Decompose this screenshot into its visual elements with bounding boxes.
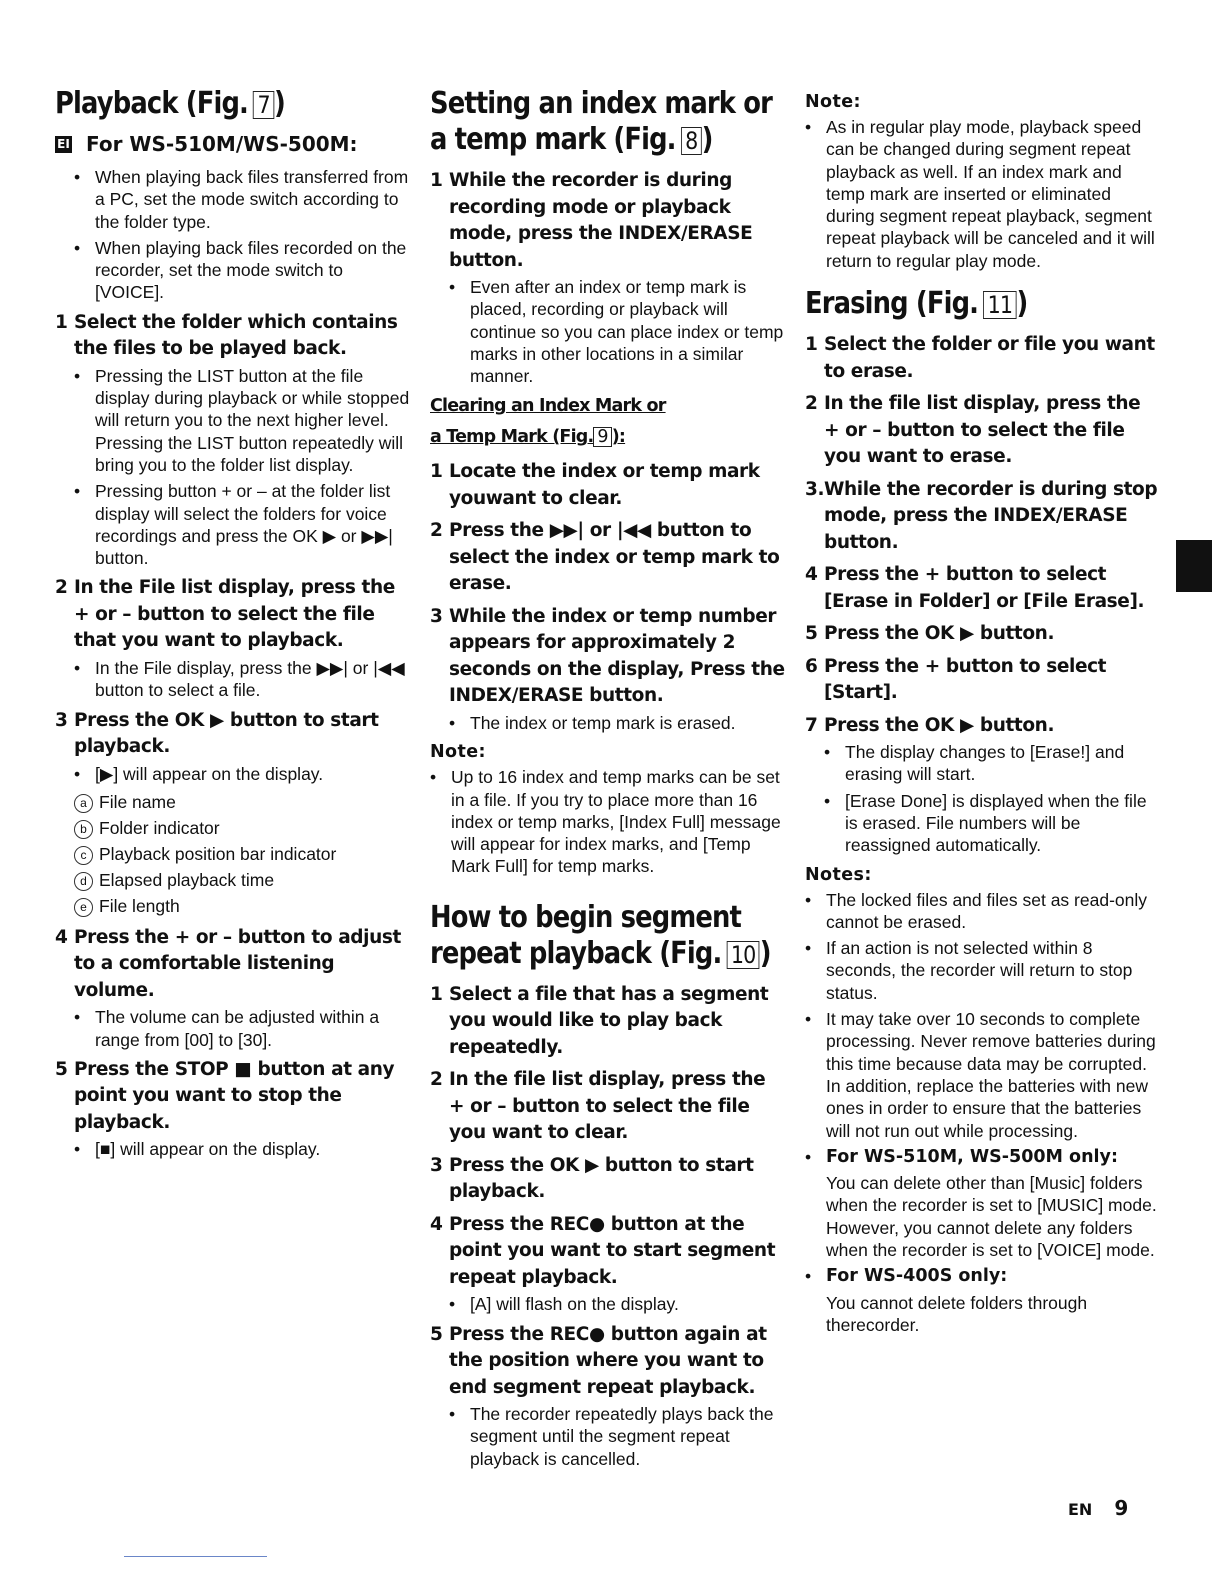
figure-ref: 11 [983, 291, 1016, 319]
heading-text: Playback (Fig. [55, 86, 248, 121]
bullet-dot: • [805, 1266, 812, 1287]
step-text: Press the ▶▶| or |◀◀ button to select the index or temp mark to erase. [449, 520, 780, 595]
bullet-dot: • [74, 167, 81, 187]
bullet-dot: • [74, 1007, 81, 1028]
bullet-item [805, 937, 1160, 1004]
step-item [805, 713, 1160, 740]
step-number: 5 [55, 1058, 68, 1080]
step-text: While the recorder is during recording mode or playback mode, press the INDEX/ERASE button. [449, 170, 753, 271]
bullet-item [805, 116, 1160, 272]
bullet-text: As in regular play mode, playback speed can be changed during segment repeat playback as well. If an index mark and temp mark are inserted or eliminated during segment repeat playback, segment repeat playback will be canceled and it will return to regular play mode. [826, 117, 1155, 271]
bullet-text: The index or temp mark is erased. [470, 712, 736, 733]
notes-bullets [805, 889, 1160, 1142]
bullet-item [449, 1293, 785, 1315]
step-number: 2 [55, 577, 68, 599]
step-text: While the recorder is during stop mode, press the INDEX/ERASE button. [824, 478, 1158, 553]
bullet-text: Pressing the LIST button at the file display during playback or while stopped will return you to the next higher level. Pressing the LIST button repeatedly will bring you to the folder list display. [95, 365, 410, 475]
model-badge-icon: EI [55, 136, 72, 153]
bullet-item [430, 766, 785, 877]
step-number: 2 [805, 393, 818, 415]
model-note-1-label: For WS-510M, WS-500M only: [826, 1146, 1118, 1167]
step-text: Select the folder or file you want to erase. [824, 334, 1155, 382]
step-item [55, 310, 410, 363]
step-item [805, 332, 1160, 385]
step-number: 3 [430, 605, 443, 627]
note-bullets [430, 766, 785, 877]
bullet-text: If an action is not selected within 8 seconds, the recorder will return to stop status. [826, 938, 1133, 1003]
index-mark-section [430, 80, 785, 1474]
bullet-item [74, 1006, 410, 1051]
callout-letter: b [74, 820, 93, 839]
step-text: Select the folder which contains the files to be played back. [74, 311, 398, 360]
bullet-text: It may take over 10 seconds to complete processing. Never remove batteries during this time because data may be corrupted. In addition, replace the batteries with new ones in order to ensure that the batteries will not run out while processing. [826, 1009, 1156, 1141]
model-note-2-text: You cannot delete folders through therecorder. [826, 1292, 1088, 1335]
bullet-dot: • [805, 889, 812, 910]
intro-bullets [55, 166, 410, 304]
bullet-item [824, 790, 1160, 857]
bullet-dot: • [805, 1146, 812, 1167]
bullet-dot: • [74, 237, 81, 258]
step-text: Press the OK ▶ button to start playback. [449, 1154, 754, 1203]
playback-heading [55, 86, 360, 122]
heading-close: ) [1016, 286, 1028, 322]
step-text: Press the + or – button to adjust to a comfortable listening volume. [74, 926, 401, 1001]
bullet-dot: • [824, 742, 831, 763]
segment-heading-2 [430, 935, 771, 972]
bullet-text: [■] will appear on the display. [95, 1139, 321, 1160]
callout-text: Playback position bar indicator [99, 843, 337, 864]
subheading-close: ): [611, 427, 626, 448]
model-note-1-text: You can delete other than [Music] folders when the recorder is set to [MUSIC] mode. However, you cannot delete any folders when the recorder is set to [VOICE] mode. [826, 1173, 1157, 1261]
bullet-item [449, 712, 785, 734]
page-footer [1068, 1496, 1128, 1520]
callout-item [74, 841, 410, 867]
callout-item [74, 893, 410, 919]
step-number: 5 [430, 1323, 443, 1345]
bullet-text: The recorder repeatedly plays back the segment until the segment repeat playback is cancelled. [470, 1404, 774, 1469]
step-number: 1 [55, 311, 68, 333]
bullet-dot: • [449, 1404, 456, 1425]
step-text: Press the OK ▶ button. [824, 714, 1055, 736]
bullet-dot: • [805, 1009, 812, 1030]
step-item [805, 477, 1160, 557]
bullet-dot: • [430, 767, 437, 788]
step-number: 1 [430, 983, 443, 1005]
index-mark-heading-1: Setting an index mark or [430, 86, 772, 121]
heading-close: ) [274, 86, 285, 121]
step-item [805, 654, 1160, 707]
bullet-text: When playing back files recorded on the recorder, set the mode switch to [VOICE]. [95, 237, 407, 303]
model-note-2 [805, 1265, 1160, 1287]
bullet-text: [A] will flash on the display. [470, 1294, 679, 1315]
step-item [805, 391, 1160, 471]
bullet-text: Up to 16 index and temp marks can be set in a file. If you try to place more than 16 index or temp marks, [Index Full] message will appear for index marks, and [Temp Mark Full] for temp marks. [451, 767, 781, 877]
bullet-text: Even after an index or temp mark is placed, recording or playback will continue so you can place index or temp marks in other locations in a similar manner. [470, 277, 784, 387]
model-note-1 [805, 1146, 1160, 1168]
callout-text: Folder indicator [99, 817, 220, 838]
step-number: 2 [430, 520, 443, 542]
step-text: While the index or temp number appears for approximately 2 seconds on the display, Press the INDEX/ERASE button. [449, 605, 785, 707]
model-heading [55, 132, 410, 156]
bullet-dot: • [74, 763, 81, 784]
page-number: 9 [1114, 1496, 1129, 1520]
bullet-dot: • [824, 790, 831, 811]
step-number: 3. [805, 478, 825, 500]
step-text: Press the OK ▶ button to start playback. [74, 709, 379, 758]
figure-ref: 8 [681, 127, 702, 155]
callout-letter: e [74, 898, 93, 917]
step-item [805, 562, 1160, 615]
step-text: Press the OK ▶ button. [824, 623, 1055, 645]
bullet-item [74, 657, 410, 702]
section-tab-marker [1176, 540, 1212, 592]
step-number: 3 [430, 1154, 443, 1176]
bullet-dot: • [805, 938, 812, 959]
step-item [55, 575, 410, 655]
callout-item [74, 815, 410, 841]
note-label: Note: [430, 742, 486, 763]
step-item [430, 168, 785, 274]
bullet-text: The locked files and files set as read-only cannot be erased. [826, 889, 1147, 932]
step-text: Press the + button to select [Start]. [824, 655, 1107, 704]
bullet-text: [▶] will appear on the display. [95, 763, 324, 784]
step-number: 1 [805, 334, 818, 356]
bullet-text: In the File display, press the ▶▶| or |◀◀ button to select a file. [95, 657, 405, 701]
bullet-text: The display changes to [Erase!] and erasing will start. [845, 742, 1125, 785]
step-text: In the file list display, press the + or – button to select the file you want to clear. [449, 1069, 766, 1144]
index-mark-steps [430, 168, 785, 387]
bullet-dot: • [74, 1139, 81, 1160]
figure-ref: 7 [253, 91, 274, 119]
notes-label: Notes: [805, 864, 872, 885]
callout-letter: c [74, 846, 93, 865]
bullet-text: [Erase Done] is displayed when the file is erased. File numbers will be reassigned automatically. [845, 790, 1147, 856]
step-item [55, 708, 410, 761]
bullet-item [74, 237, 410, 304]
callout-text: File length [99, 895, 180, 916]
step-item [430, 1212, 785, 1292]
step-item [430, 982, 785, 1062]
callout-letter: d [74, 872, 93, 891]
bullet-dot: • [449, 1294, 456, 1315]
clearing-subheading-1: Clearing an Index Mark or [430, 396, 666, 417]
bullet-item [74, 166, 410, 233]
heading-text: repeat playback (Fig. [430, 935, 722, 971]
step-item [430, 518, 785, 598]
bullet-dot: • [74, 481, 81, 502]
step-number: 4 [430, 1213, 443, 1235]
heading-text: a temp mark (Fig. [430, 122, 676, 157]
step-text: Press the REC● button again at the position where you want to end segment repeat playback. [449, 1323, 767, 1398]
callout-text: File name [99, 791, 176, 812]
step-number: 1 [430, 461, 443, 483]
bullet-item [805, 889, 1160, 934]
erasing-steps [805, 332, 1160, 856]
segment-steps [430, 982, 785, 1470]
step-text: Press the STOP ■ button at any point you want to stop the playback. [74, 1058, 395, 1133]
heading-text: Erasing (Fig. [805, 286, 979, 322]
step-text: Press the + button to select [Erase in Folder] or [File Erase]. [824, 564, 1145, 612]
index-mark-heading-2 [430, 122, 735, 158]
clearing-steps [430, 459, 785, 734]
note-label: Note: [805, 92, 861, 112]
subheading-text: a Temp Mark (Fig. [430, 427, 594, 448]
bullet-item [449, 276, 785, 387]
callout-item [74, 789, 410, 815]
divider-line [124, 1556, 267, 1557]
bullet-text: Pressing button + or – at the folder list display will select the folders for voice recordings and press the OK ▶ or ▶▶| button. [95, 481, 393, 569]
figure-ref: 10 [727, 941, 760, 969]
step-text: Locate the index or temp mark youwant to clear. [449, 461, 760, 509]
playback-section [55, 80, 410, 1165]
step-text: In the File list display, press the + or – button to select the file that you want to playback. [74, 577, 395, 652]
bullet-item [824, 741, 1160, 786]
model-note-2-label: For WS-400S only: [826, 1266, 1008, 1287]
bullet-item [74, 1138, 410, 1160]
model-heading-text: For WS-510M/WS-500M: [86, 132, 358, 156]
callout-item [74, 867, 410, 893]
step-number: 6 [805, 655, 818, 677]
step-item [430, 459, 785, 512]
language-code: EN [1068, 1500, 1093, 1519]
bullet-dot: • [74, 657, 81, 678]
clearing-subheading-2 [430, 422, 785, 453]
step-item [55, 1057, 410, 1137]
bullet-item [805, 1008, 1160, 1142]
bullet-dot: • [449, 712, 456, 733]
step-number: 4 [805, 564, 818, 586]
callout-letter: a [74, 794, 93, 813]
erasing-heading [805, 286, 1110, 322]
step-item [430, 604, 785, 710]
step-item [430, 1067, 785, 1147]
step-number: 7 [805, 714, 818, 736]
bullet-dot: • [74, 365, 81, 386]
playback-steps [55, 310, 410, 1161]
step-text: Select a file that has a segment you would like to play back repeatedly. [449, 983, 769, 1058]
step-number: 2 [430, 1069, 443, 1091]
heading-close: ) [701, 122, 713, 157]
step-text: Press the REC● button at the point you want to start segment repeat playback. [449, 1213, 776, 1288]
note-bullets [805, 116, 1160, 272]
bullet-text: When playing back files transferred from a PC, set the mode switch according to the folder type. [95, 167, 409, 232]
step-item [430, 1322, 785, 1402]
bullet-text: The volume can be adjusted within a range from [00] to [30]. [95, 1007, 380, 1050]
heading-close: ) [759, 935, 771, 971]
step-item [430, 1153, 785, 1206]
bullet-dot: • [805, 117, 812, 137]
step-item [805, 621, 1160, 648]
step-item [55, 925, 410, 1005]
step-number: 5 [805, 623, 818, 645]
erasing-section [805, 84, 1160, 1340]
callout-text: Elapsed playback time [99, 869, 275, 890]
figure-ref: 9 [593, 427, 611, 447]
step-text: In the file list display, press the + or – button to select the file you want to erase. [824, 393, 1141, 468]
bullet-item [74, 763, 410, 785]
bullet-item [74, 365, 410, 476]
segment-heading-1: How to begin segment [430, 899, 742, 935]
step-number: 1 [430, 170, 443, 191]
bullet-item [74, 480, 410, 569]
step-number: 4 [55, 926, 68, 948]
bullet-dot: • [449, 277, 456, 297]
step-number: 3 [55, 709, 68, 731]
bullet-item [449, 1403, 785, 1470]
